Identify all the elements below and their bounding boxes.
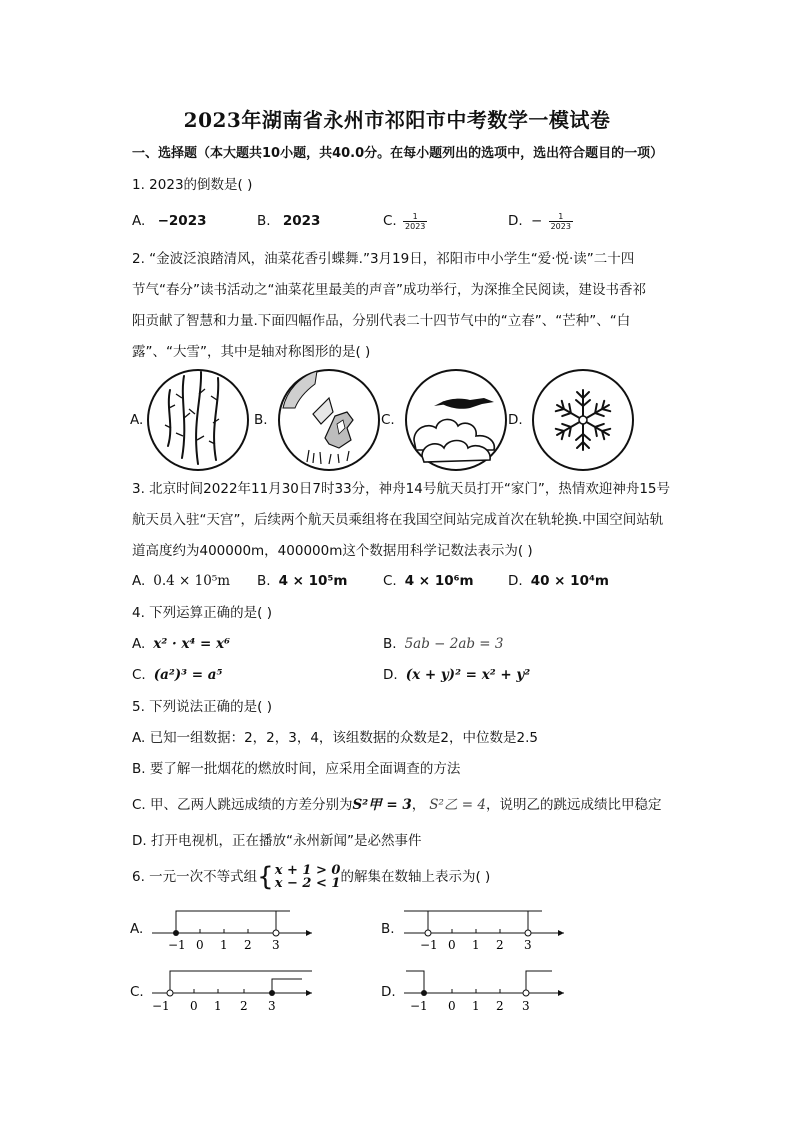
tick-3: 3 (524, 938, 532, 952)
tick-2: 2 (496, 999, 504, 1013)
q4-b-value: 5ab − 2ab = 3 (404, 636, 504, 652)
q3-line-1: 3. 北京时间2022年11月30日7时33分，神舟14号航天员打开“家门”，热情欢迎神舟15号 (132, 481, 670, 497)
tick-1: 1 (472, 938, 480, 952)
daxue-snowflake-image[interactable] (531, 368, 635, 472)
q1-stem: 1. 2023的倒数是( ) (132, 177, 253, 193)
q1-b-value: 2023 (282, 213, 321, 229)
q6-c-label[interactable]: C. (130, 984, 144, 1000)
bailu-bird-image[interactable] (404, 368, 508, 472)
q6-d-label[interactable]: D. (381, 984, 396, 1000)
q2-d-label[interactable]: D. (508, 412, 523, 428)
q2-line-4: 露”、“大雪”，其中是轴对称图形的是( ) (132, 344, 371, 360)
q2-line-1: 2. “金波泛浪踏清风，油菜花香引蝶舞.”3月19日，祁阳市中小学生“爱·悦·读”二十四 (132, 251, 635, 267)
tick-2: 2 (244, 938, 252, 952)
q3-option-c[interactable]: C. 4 × 10⁶m (383, 573, 474, 589)
q6-inequality-system: x + 1 > 0 x − 2 < 1 (274, 863, 341, 891)
q3-line-2: 航天员入驻“天宫”，后续两个航天员乘组将在我国空间站完成首次在轨轮换.中国空间站轨 (132, 512, 664, 528)
q6-d-number-line[interactable] (400, 963, 570, 1015)
q1-a-label: A. (132, 213, 146, 229)
tick-1: 1 (214, 999, 222, 1013)
q1-option-d[interactable]: D. − $\frac{1}{2023}$ (508, 211, 571, 231)
tick-3: 3 (268, 999, 276, 1013)
q3-option-d[interactable]: D. 40 × 10⁴m (508, 573, 609, 589)
q1-option-b[interactable] (257, 212, 320, 230)
tick-3: 3 (272, 938, 280, 952)
q1-d-label: D. (508, 213, 523, 229)
tick-neg1: −1 (168, 938, 186, 952)
q1-a-value: −2023 (157, 213, 207, 229)
q4-a-value: x² · x⁴ = x⁶ (153, 636, 230, 652)
tick-2: 2 (240, 999, 248, 1013)
q6-a-label[interactable]: A. (130, 921, 144, 937)
lichun-willow-image[interactable] (146, 368, 250, 472)
q6-a-number-line[interactable] (148, 900, 318, 952)
tick-0: 0 (196, 938, 204, 952)
q1-option-a[interactable] (132, 212, 206, 230)
q1-option-c[interactable] (383, 208, 427, 234)
tick-3: 3 (522, 999, 530, 1013)
q5-option-a[interactable]: A. 已知一组数据：2，2，3，4，该组数据的众数是2，中位数是2.5 (132, 730, 538, 746)
q1-c-label: C. (383, 213, 397, 229)
q4-option-a[interactable]: A. x² · x⁴ = x⁶ (132, 636, 230, 652)
q2-c-label[interactable]: C. (381, 412, 395, 428)
q5-variance-yi: S²乙 = 4 (429, 797, 486, 813)
q5-stem: 5. 下列说法正确的是( ) (132, 699, 272, 715)
q3-option-b[interactable]: B. 4 × 10⁵m (257, 573, 348, 589)
q3-d-value: 40 × 10⁴m (530, 573, 609, 589)
mangzhong-image[interactable] (277, 368, 381, 472)
q5-option-c[interactable]: C. 甲、乙两人跳远成绩的方差分别为S²甲 = 3， S²乙 = 4，说明乙的跳远成绩比甲稳定 (132, 797, 662, 813)
q1-b-label: B. (257, 213, 271, 229)
q2-line-3: 阳贡献了智慧和力量.下面四幅作品，分别代表二十四节气中的“立春”、“芒种”、“白 (132, 313, 631, 329)
q6-brace: { (257, 862, 274, 892)
q3-b-value: 4 × 10⁵m (278, 573, 348, 589)
q4-d-value: (x + y)² = x² + y² (405, 667, 531, 683)
q2-a-label[interactable]: A. (130, 412, 144, 428)
q4-option-d[interactable]: D. (x + y)² = x² + y² (383, 667, 531, 683)
q4-stem: 4. 下列运算正确的是( ) (132, 605, 272, 621)
tick-0: 0 (190, 999, 198, 1013)
q4-c-value: (a²)³ = a⁵ (153, 667, 223, 683)
q3-a-value: 0.4 × 10⁵m (153, 573, 231, 589)
q2-line-2: 节气“春分”读书活动之“油菜花里最美的声音”成功举行，为深推全民阅读，建设书香祁 (132, 282, 646, 298)
q3-option-a[interactable]: A. 0.4 × 10⁵m (132, 573, 231, 589)
q5-option-d[interactable]: D. 打开电视机，正在播放“永州新闻”是必然事件 (132, 833, 422, 849)
q3-line-3: 道高度约为400000m，400000m这个数据用科学记数法表示为( ) (132, 543, 533, 559)
q3-c-value: 4 × 10⁶m (404, 573, 474, 589)
tick-0: 0 (448, 938, 456, 952)
tick-neg1: −1 (410, 999, 428, 1013)
q6-c-number-line[interactable] (148, 963, 318, 1015)
tick-neg1: −1 (152, 999, 170, 1013)
page-title: 2023年湖南省永州市祁阳市中考数学一模试卷 (183, 108, 611, 132)
q5-variance-jia: S²甲 = 3 (352, 797, 412, 813)
q1-d-fraction: $\frac{1}{2023}$ (550, 211, 571, 231)
q4-option-b[interactable]: B. 5ab − 2ab = 3 (383, 636, 504, 652)
tick-1: 1 (220, 938, 228, 952)
q6-b-label[interactable]: B. (381, 921, 395, 937)
tick-2: 2 (496, 938, 504, 952)
tick-1: 1 (472, 999, 480, 1013)
tick-0: 0 (448, 999, 456, 1013)
q6-b-number-line[interactable] (400, 900, 570, 952)
section-heading: 一、选择题（本大题共10小题，共40.0分。在每小题列出的选项中，选出符合题目的一项） (132, 146, 664, 161)
q5-option-b[interactable]: B. 要了解一批烟花的燃放时间，应采用全面调查的方法 (132, 761, 461, 777)
q2-b-label[interactable]: B. (254, 412, 268, 428)
tick-neg1: −1 (420, 938, 438, 952)
q4-option-c[interactable]: C. (a²)³ = a⁵ (132, 667, 223, 683)
q1-c-fraction: $\frac{1}{2023}$ (405, 211, 426, 231)
q6-stem: 6. 一元一次不等式组{ x + 1 > 0 x − 2 < 1 的解集在数轴上表示为( ) (132, 862, 491, 892)
